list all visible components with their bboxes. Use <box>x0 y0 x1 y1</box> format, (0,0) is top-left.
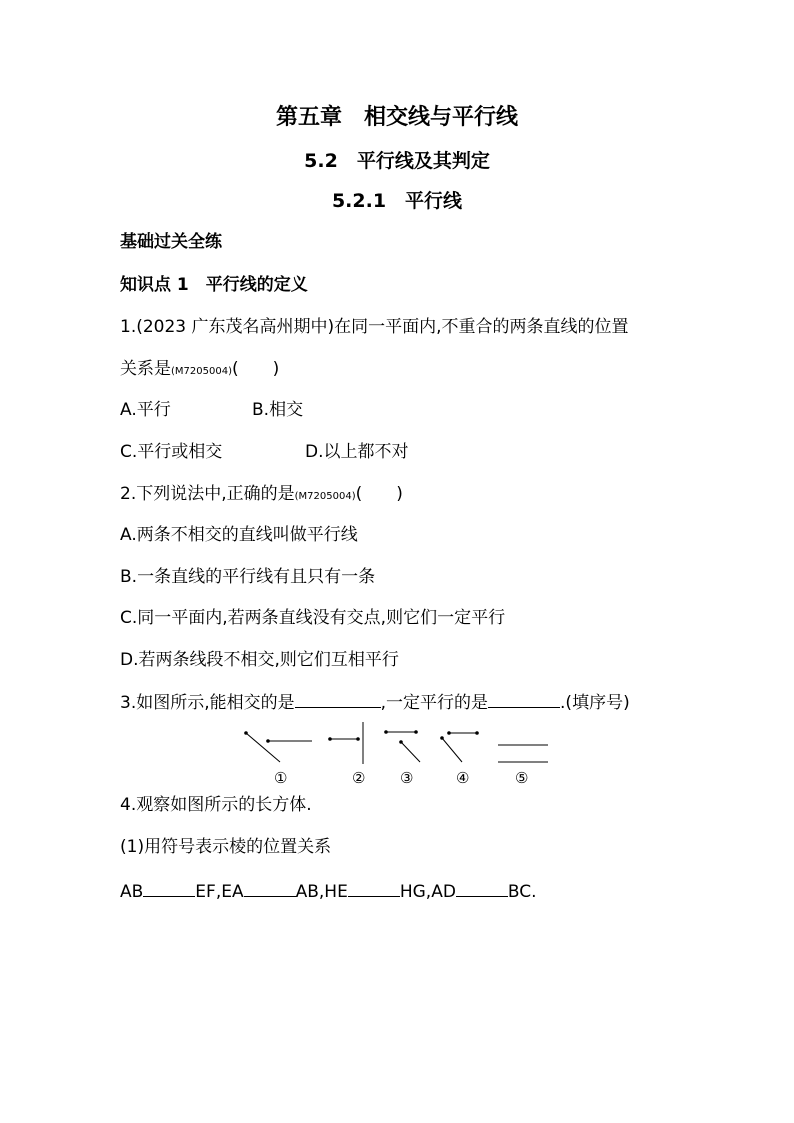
figure-label-2: ② <box>352 769 366 787</box>
q2-code: (M7205004) <box>294 491 356 502</box>
q4-seg-ab: AB <box>120 882 144 902</box>
figure-1-points <box>244 731 270 743</box>
figure-label-1: ① <box>274 769 288 787</box>
q3-part2: ,一定平行的是 <box>380 693 489 713</box>
q1-stem-prefix: 关系是 <box>120 359 171 379</box>
q3-part3: .(填序号) <box>560 693 630 713</box>
q4-blank-1[interactable] <box>143 880 195 897</box>
q1-code: (M7205004) <box>171 366 232 377</box>
figure-1-lines <box>246 733 312 762</box>
q2-option-c: C.同一平面内,若两条直线没有交点,则它们一定平行 <box>120 608 506 628</box>
knowledge-point-heading: 知识点 1 平行线的定义 <box>120 275 308 295</box>
q4-sub1: (1)用符号表示棱的位置关系 <box>120 837 332 857</box>
figure-label-5: ⑤ <box>515 769 529 787</box>
figure-label-3: ③ <box>400 769 414 787</box>
section-title: 5.2 平行线及其判定 <box>304 150 490 172</box>
chapter-title: 第五章 相交线与平行线 <box>275 105 518 130</box>
q2-option-d: D.若两条线段不相交,则它们互相平行 <box>120 650 399 670</box>
q4-blank-3[interactable] <box>348 880 400 897</box>
q1-stem-line1: 1.(2023 广东茂名高州期中)在同一平面内,不重合的两条直线的位置 <box>120 317 629 337</box>
q1-option-d: D.以上都不对 <box>305 442 409 462</box>
figure-2-lines <box>330 722 363 764</box>
q4-stem: 4.观察如图所示的长方体. <box>120 795 312 815</box>
q2-option-a: A.两条不相交的直线叫做平行线 <box>120 525 358 545</box>
figure-5-lines <box>498 745 548 762</box>
q4-seg-ef-ea: EF,EA <box>195 882 244 902</box>
figure-label-4: ④ <box>456 769 470 787</box>
q3-part1: 3.如图所示,能相交的是 <box>120 693 295 713</box>
figure-3-lines <box>386 732 420 762</box>
q4-seg-bc: BC. <box>507 882 537 902</box>
q1-option-c: C.平行或相交 <box>120 442 223 462</box>
q4-seg-hg-ad: HG,AD <box>399 882 456 902</box>
q2-answer-paren: ( ) <box>355 484 403 504</box>
q4-blank-2[interactable] <box>244 880 296 897</box>
part-heading: 基础过关全练 <box>120 232 222 252</box>
q1-option-b: B.相交 <box>252 400 304 420</box>
subsection-title: 5.2.1 平行线 <box>331 190 463 212</box>
q4-seg-ab-he: AB,HE <box>295 882 348 902</box>
q1-answer-paren: ( ) <box>231 359 280 379</box>
q1-option-a: A.平行 <box>120 400 171 420</box>
q4-blank-4[interactable] <box>456 880 508 897</box>
q2-stem-prefix: 2.下列说法中,正确的是 <box>120 484 295 504</box>
figure-4-points <box>440 731 479 740</box>
q2-option-b: B.一条直线的平行线有且只有一条 <box>120 567 376 587</box>
q4-fill-line <box>120 880 537 902</box>
figure-4-lines <box>442 733 477 762</box>
